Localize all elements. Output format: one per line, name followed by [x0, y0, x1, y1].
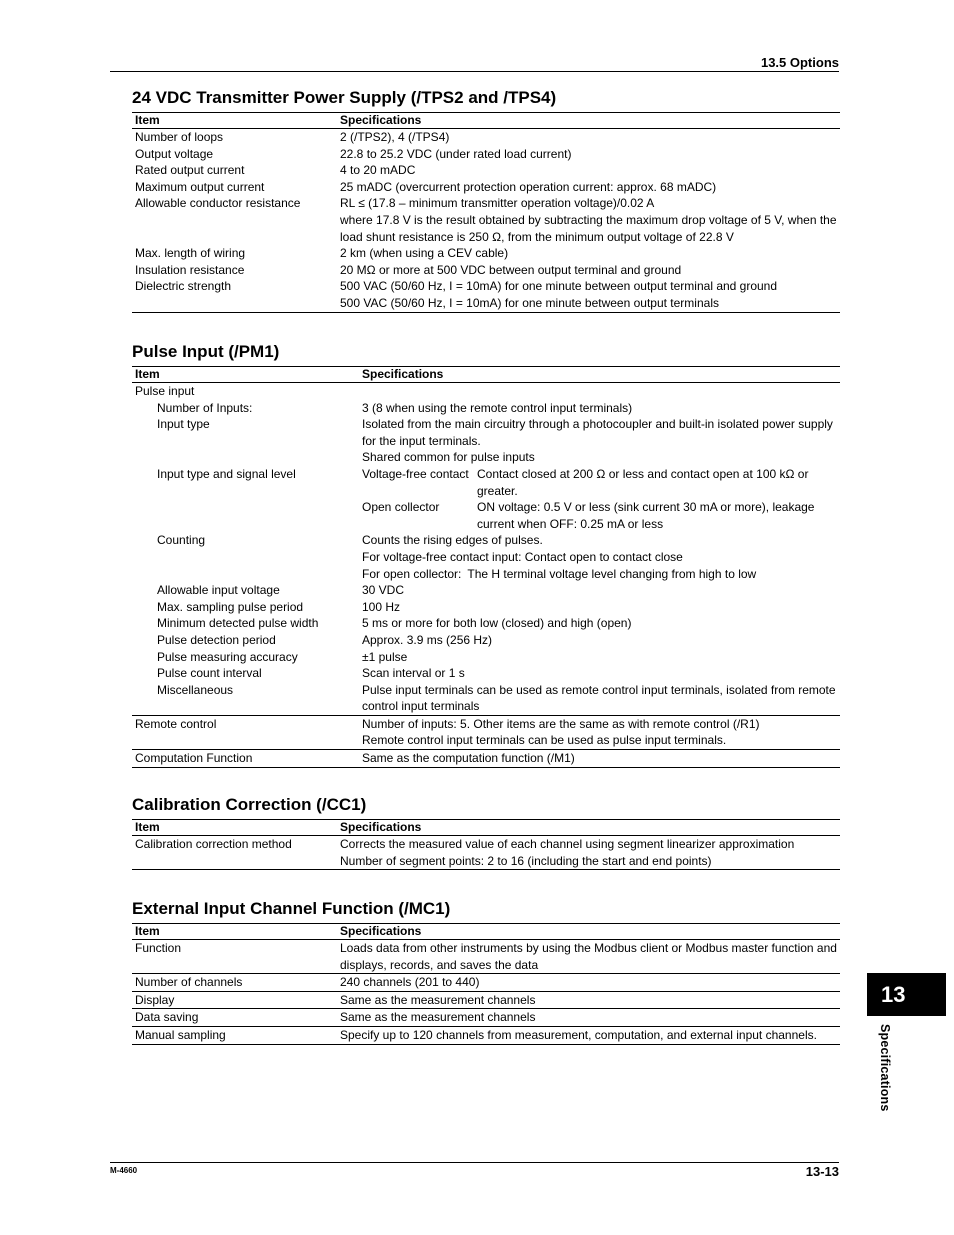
spec-line: Counts the rising edges of pulses. [362, 533, 543, 548]
spec-cell: where 17.8 V is the result obtained by subtracting the maximum drop voltage of 5 V, when the load shunt resistance is 250 Ω, from the minimum output voltage of 22.8 V [340, 212, 837, 244]
tps-section [132, 87, 840, 313]
spec-cell [359, 416, 840, 466]
spec-cell: 5 ms or more for both low (closed) and high (open) [362, 616, 632, 631]
item-cell: Manual sampling [132, 1026, 337, 1044]
sub-value: ON voltage: 0.5 V or less (sink current 30 mA or more), leakage current when OFF: 0.25 mA or less [477, 500, 815, 531]
spec-cell: 2 (/TPS2), 4 (/TPS4) [340, 130, 450, 144]
spec-cell: Same as the measurement channels [337, 991, 840, 1009]
pm1-section [132, 341, 840, 768]
item-cell: Calibration correction method [135, 837, 292, 851]
table-row [132, 416, 840, 466]
mc1-section [132, 898, 840, 1045]
table-row [132, 1009, 840, 1027]
section-label: 13.5 Options [760, 55, 839, 70]
header-rule [110, 71, 839, 72]
spec-cell: Same as the computation function (/M1) [359, 750, 840, 768]
spec-cell: Approx. 3.9 ms (256 Hz) [362, 632, 493, 647]
mc1-table [132, 923, 840, 1045]
table-row [132, 262, 840, 279]
spec-cell: 100 Hz [362, 599, 401, 614]
table-row [132, 162, 840, 179]
item-cell: Allowable input voltage [157, 583, 280, 598]
col-spec-header: Specifications [337, 113, 840, 129]
table-row [132, 245, 840, 262]
spec-cell: 30 VDC [362, 583, 405, 598]
spec-cell: 500 VAC (50/60 Hz, I = 10mA) for one minute between output terminal and ground [340, 279, 778, 294]
cc1-title: Calibration Correction (/CC1) [132, 795, 367, 814]
item-cell: Data saving [132, 1009, 337, 1027]
pm1-table [132, 366, 840, 768]
spec-cell: Same as the measurement channels [337, 1009, 840, 1027]
table-row [132, 295, 840, 312]
spec-line: Shared common for pulse inputs [362, 450, 535, 465]
spec-line: Remote control input terminals can be used as pulse input terminals. [362, 733, 727, 748]
item-cell: Allowable conductor resistance [135, 196, 301, 211]
col-item-header: Item [132, 924, 337, 940]
page-number: 13-13 [805, 1164, 839, 1179]
table-row [132, 750, 840, 768]
cc1-section [132, 794, 840, 870]
table-row [132, 278, 840, 295]
item-cell: Counting [157, 533, 206, 548]
table-row [132, 649, 840, 666]
item-cell [132, 295, 337, 312]
spec-cell: Loads data from other instruments by using the Modbus client or Modbus master function and displays, records, and saves the data [340, 941, 837, 972]
table-row [132, 991, 840, 1009]
table-row [132, 146, 840, 163]
item-cell: Rated output current [135, 163, 245, 178]
item-cell: Pulse detection period [157, 632, 276, 647]
sub-key: Open collector [362, 500, 440, 515]
item-cell: Output voltage [135, 146, 214, 161]
item-cell: Number of loops [135, 130, 224, 144]
col-spec-header: Specifications [337, 924, 840, 940]
pm1-title: Pulse Input (/PM1) [132, 342, 280, 361]
item-cell: Miscellaneous [157, 682, 234, 697]
spec-cell: RL ≤ (17.8 – minimum transmitter operation voltage)/0.02 A [340, 196, 655, 211]
inline-key: For open collector: [362, 566, 462, 581]
inline-value: The H terminal voltage level changing from high to low [467, 566, 757, 581]
tps-title: 24 VDC Transmitter Power Supply (/TPS2 and /TPS4) [132, 88, 557, 107]
table-row [132, 179, 840, 196]
table-row [132, 1026, 840, 1044]
spec-line: For voltage-free contact input: Contact open to contact close [362, 549, 683, 564]
sub-value: Contact closed at 200 Ω or less and contact open at 100 kΩ or greater. [477, 466, 809, 498]
table-row [132, 632, 840, 649]
spec-line [362, 566, 840, 583]
table-row [132, 212, 840, 245]
spec-cell: 500 VAC (50/60 Hz, I = 10mA) for one minute between output terminals [340, 295, 719, 310]
spec-cell: Specify up to 120 channels from measurement, computation, and external input channels. [337, 1026, 840, 1044]
spec-cell: 2 km (when using a CEV cable) [340, 246, 509, 261]
spec-cell [359, 715, 840, 749]
col-spec-header: Specifications [359, 367, 840, 383]
spec-line: Isolated from the main circuitry through a photocoupler and built-in isolated power supply for the input terminals. [362, 417, 833, 448]
item-cell: Input type [157, 417, 210, 432]
table-row [132, 466, 840, 532]
cc1-table [132, 819, 840, 870]
table-row [132, 582, 840, 599]
col-item-header: Item [132, 367, 359, 383]
table-row [132, 715, 840, 749]
item-cell: Max. sampling pulse period [157, 599, 304, 614]
table-row [132, 836, 840, 870]
spec-cell: ±1 pulse [362, 649, 408, 664]
item-cell: Remote control [132, 715, 359, 749]
table-row [132, 400, 840, 417]
col-spec-header: Specifications [337, 820, 840, 836]
spec-cell: 4 to 20 mADC [340, 163, 416, 178]
item-cell: Number of channels [132, 974, 337, 992]
spec-line: Number of inputs: 5. Other items are the same as with remote control (/R1) [362, 716, 760, 731]
item-cell: Pulse input [135, 384, 195, 398]
spec-line: Number of segment points: 2 to 16 (including the start and end points) [340, 853, 712, 868]
spec-cell: 25 mADC (overcurrent protection operation current: approx. 68 mADC) [340, 179, 717, 194]
item-cell: Number of Inputs: [157, 400, 253, 415]
table-row [132, 599, 840, 616]
table-row [132, 665, 840, 682]
item-cell: Computation Function [132, 750, 359, 768]
spec-cell [359, 532, 840, 582]
sub-key: Voltage-free contact [362, 466, 469, 481]
col-item-header: Item [132, 113, 337, 129]
table-row [132, 129, 840, 146]
footer-rule [110, 1162, 839, 1163]
chapter-tab [867, 973, 946, 1016]
doc-code: M-4660 [110, 1166, 138, 1175]
spec-cell: 20 MΩ or more at 500 VDC between output terminal and ground [340, 262, 682, 277]
item-cell: Dielectric strength [135, 279, 232, 294]
item-cell: Input type and signal level [157, 466, 296, 481]
item-cell: Minimum detected pulse width [157, 616, 319, 631]
chapter-number: 13 [881, 981, 906, 1007]
spec-cell: 3 (8 when using the remote control input terminals) [362, 400, 633, 415]
spec-cell: Pulse input terminals can be used as remote control input terminals, isolated from remote control input terminals [362, 682, 836, 714]
table-row [132, 682, 840, 716]
tps-table [132, 112, 840, 313]
spec-cell [359, 466, 840, 532]
col-item-header: Item [132, 820, 337, 836]
spec-cell: 240 channels (201 to 440) [337, 974, 840, 992]
item-cell: Display [132, 991, 337, 1009]
table-row [132, 940, 840, 974]
chapter-side-label: Specifications [878, 1024, 892, 1112]
item-cell [132, 212, 337, 245]
item-cell: Pulse count interval [157, 666, 262, 681]
table-row [132, 532, 840, 582]
spec-cell: 22.8 to 25.2 VDC (under rated load current) [340, 146, 572, 161]
item-cell: Function [135, 941, 182, 955]
table-row [132, 383, 840, 400]
table-row [132, 615, 840, 632]
item-cell: Max. length of wiring [135, 246, 246, 261]
table-row [132, 195, 840, 212]
item-cell: Maximum output current [135, 179, 265, 194]
spec-cell [337, 836, 840, 870]
item-cell: Insulation resistance [135, 262, 245, 277]
spec-cell: Scan interval or 1 s [362, 666, 465, 681]
spec-line: Corrects the measured value of each channel using segment linearizer approximation [340, 837, 795, 851]
mc1-title: External Input Channel Function (/MC1) [132, 899, 451, 918]
table-row [132, 974, 840, 992]
item-cell: Pulse measuring accuracy [157, 649, 298, 664]
